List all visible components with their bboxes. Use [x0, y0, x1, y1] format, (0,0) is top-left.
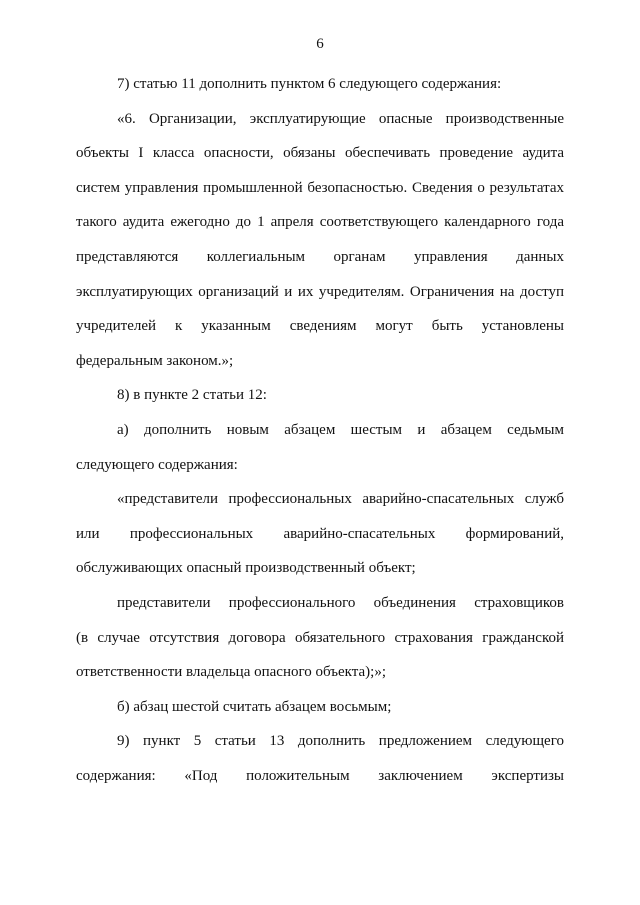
page-number: 6 — [316, 36, 324, 52]
point-6-line-1: «6. Организации, эксплуатирующие опасные производственные — [117, 110, 564, 127]
point-6-line-6: эксплуатирующих организаций и их учредителям. Ограничения на доступ — [76, 283, 564, 300]
point-6-line-7: учредителей к указанным сведениям могут быть установлены — [76, 318, 564, 335]
quote-insurers-line-1: представители профессионального объединения страховщиков — [117, 594, 564, 611]
point-6-line-8: федеральным законом.»; — [76, 352, 234, 369]
document-body — [76, 67, 564, 793]
point-6-line-3: систем управления промышленной безопасностью. Сведения о результатах — [76, 179, 564, 196]
subitem-a-line-2: следующего содержания: — [76, 456, 238, 473]
quote-rescue-line-2: или профессиональных аварийно-спасательных формирований, — [76, 525, 564, 542]
quote-rescue-line-1: «представители профессиональных аварийно-спасательных служб — [117, 491, 564, 508]
quote-insurers-line-2: (в случае отсутствия договора обязательного страхования гражданской — [76, 629, 564, 646]
item-9-line-1: 9) пункт 5 статьи 13 дополнить предложением следующего — [117, 733, 564, 750]
quote-insurers-line-3: ответственности владельца опасного объекта);»; — [76, 664, 386, 681]
item-9-line-2: содержания: «Под положительным заключением экспертизы — [76, 767, 564, 784]
subitem-a-line-1: а) дополнить новым абзацем шестым и абзацем седьмым — [117, 421, 564, 438]
item-8-text: 8) в пункте 2 статьи 12: — [117, 387, 267, 404]
item-7-text: 7) статью 11 дополнить пунктом 6 следующего содержания: — [117, 76, 502, 92]
point-6-line-4: такого аудита ежегодно до 1 апреля соответствующего календарного года — [76, 214, 564, 231]
point-6-line-5: представляются коллегиальным органам управления данных — [76, 248, 564, 265]
subitem-b-text: б) абзац шестой считать абзацем восьмым; — [117, 698, 392, 715]
point-6-line-2: объекты I класса опасности, обязаны обеспечивать проведение аудита — [76, 145, 564, 162]
quote-rescue-line-3: обслуживающих опасный производственный объект; — [76, 560, 416, 577]
